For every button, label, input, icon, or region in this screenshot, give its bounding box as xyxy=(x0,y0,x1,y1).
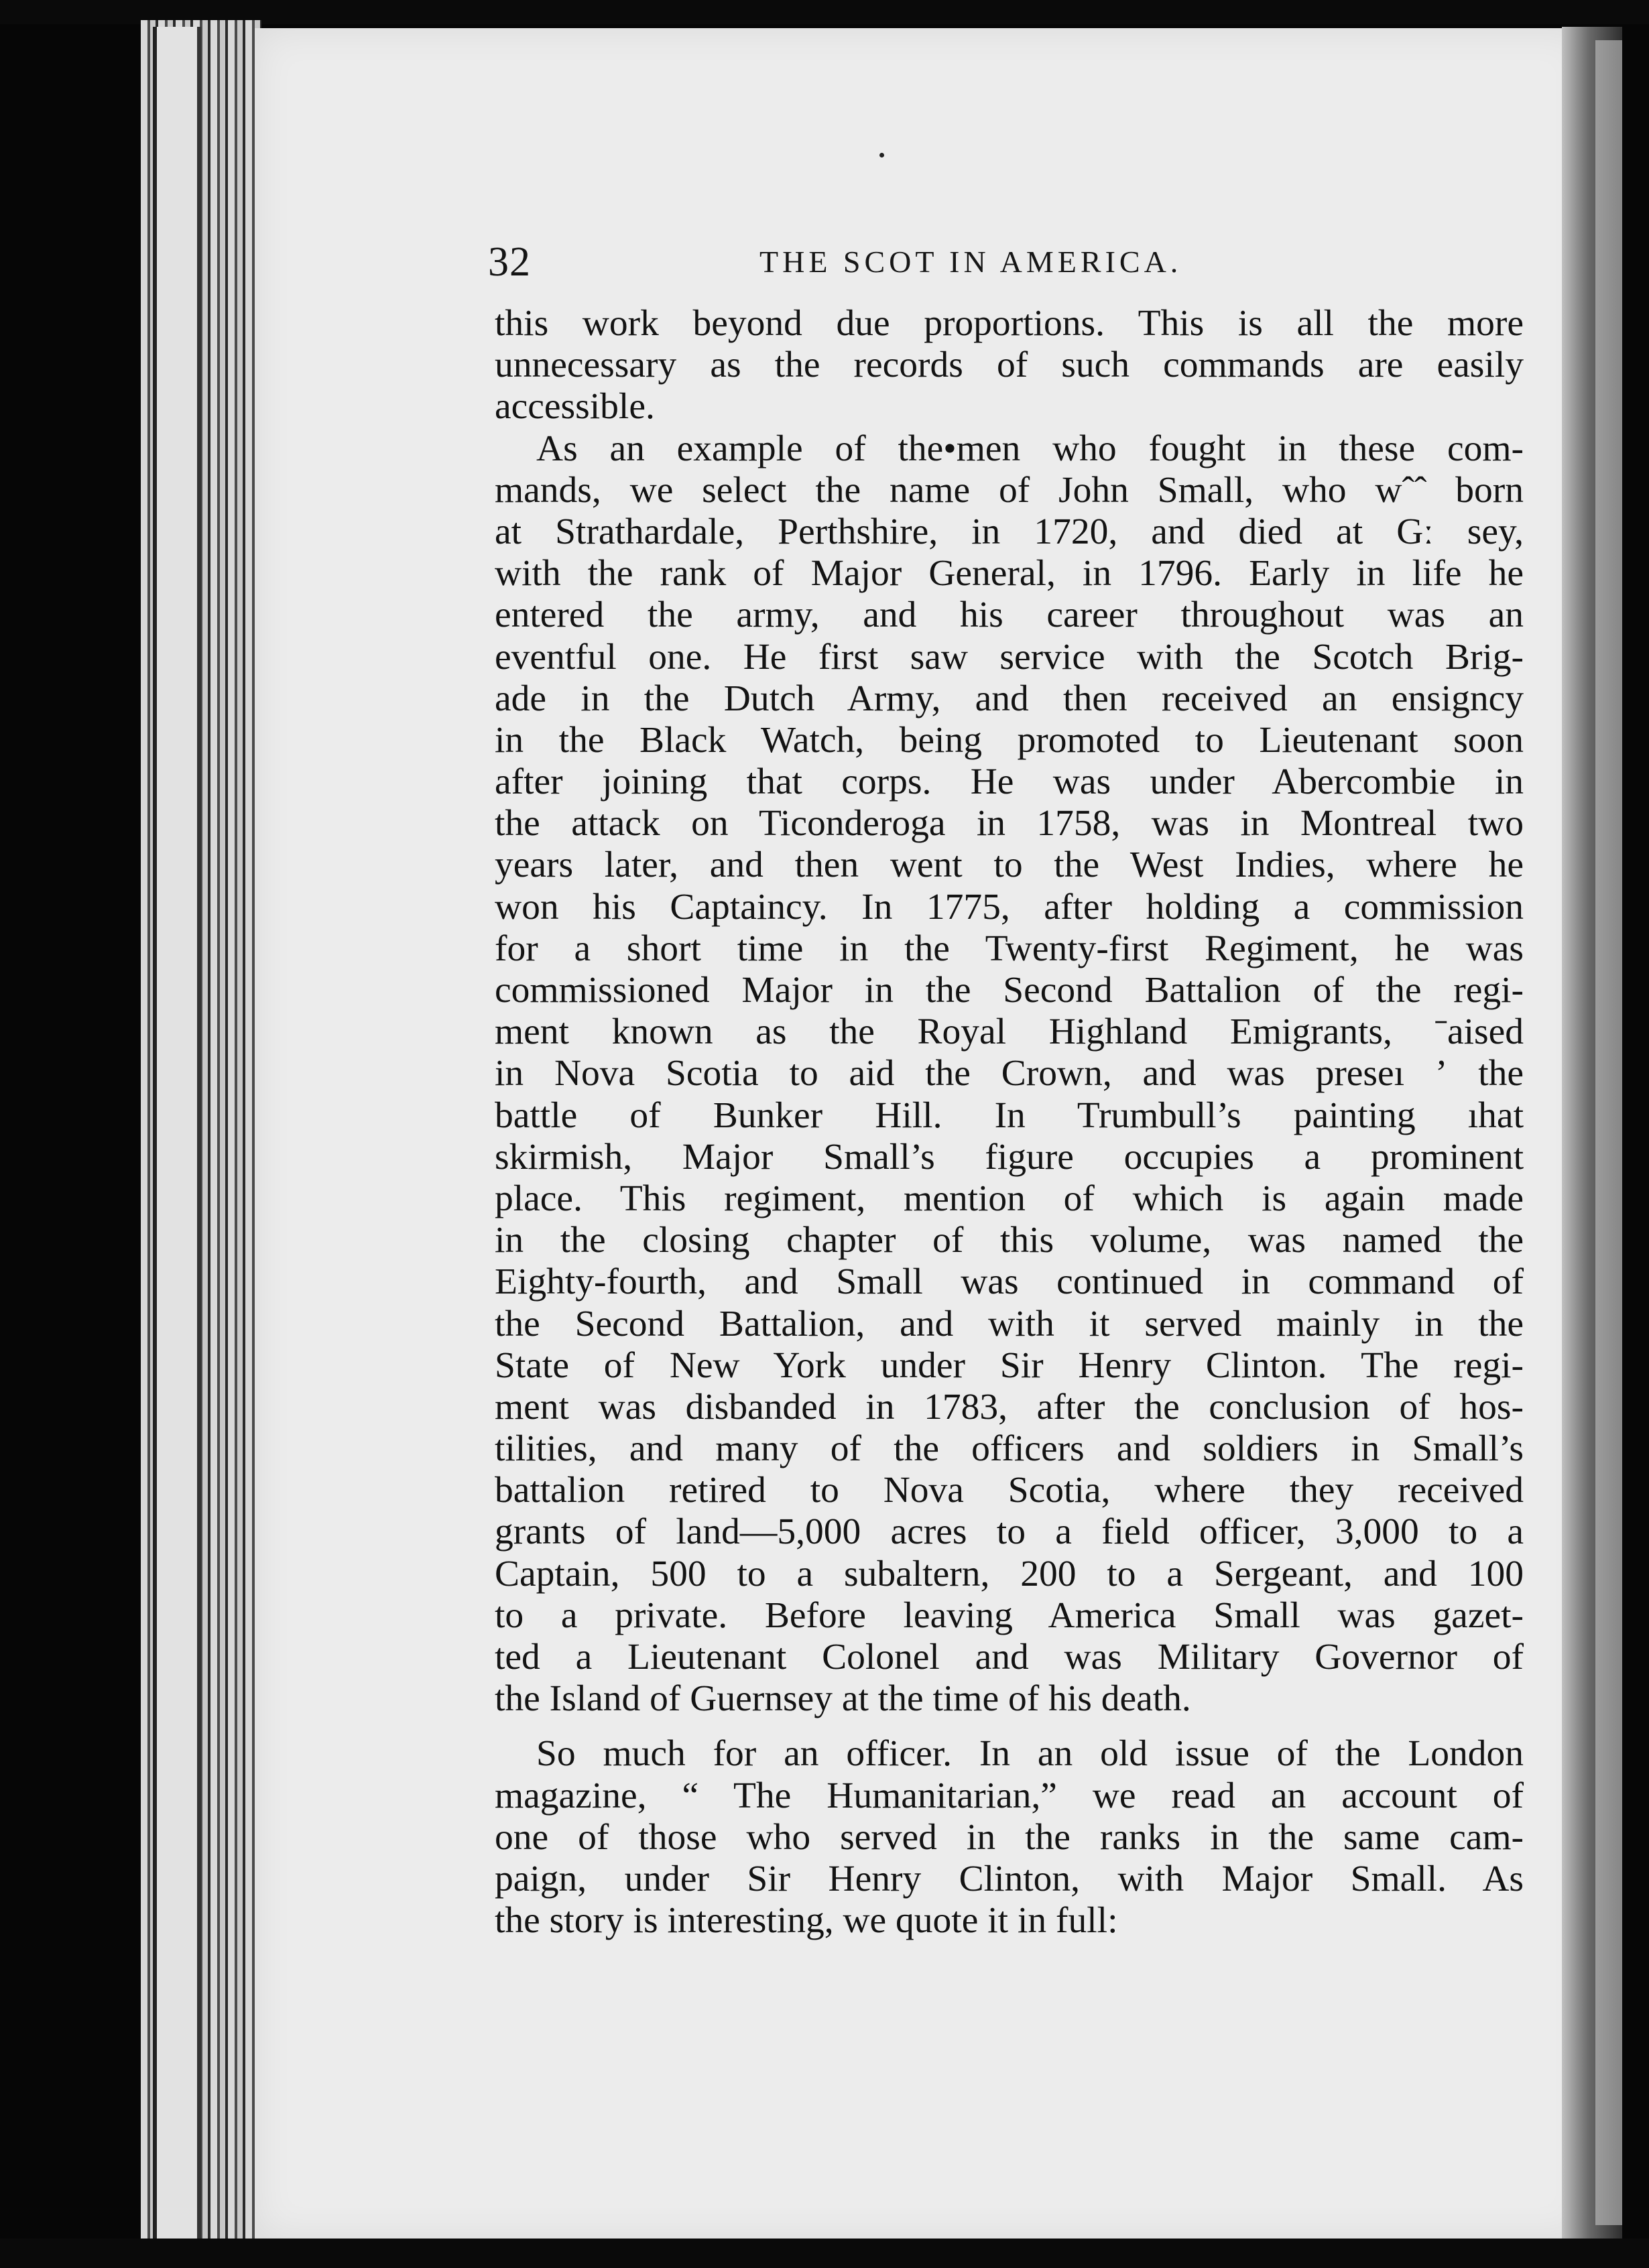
text-line: the attack on Ticonderoga in 1758, was in Montreal two xyxy=(495,803,1524,844)
text-line: place. This regiment, mention of which is again made xyxy=(495,1178,1524,1219)
text-line: ted a Lieutenant Colonel and was Military Governor of xyxy=(495,1637,1524,1678)
text-line: in the Black Watch, being promoted to Lieutenant soon xyxy=(495,719,1524,761)
text-line: accessible. xyxy=(495,386,655,428)
text-line: battalion retired to Nova Scotia, where they received xyxy=(495,1470,1524,1511)
running-head: THE SCOT IN AMERICA. xyxy=(759,245,1182,279)
text-line: eventful one. He first saw service with the Scotch Brig- xyxy=(495,636,1524,678)
binding-highlight xyxy=(1595,40,1622,2225)
text-line: commissioned Major in the Second Battalion of the regi- xyxy=(495,970,1524,1011)
text-line: paign, under Sir Henry Clinton, with Major Small. As xyxy=(495,1858,1524,1899)
text-line: mands, we select the name of John Small, who wˆˆ born xyxy=(495,469,1524,511)
text-line: magazine, “ The Humanitarian,” we read an account of xyxy=(495,1775,1524,1816)
paragraph xyxy=(495,1733,1524,1942)
text-line: with the rank of Major General, in 1796. Early in life he xyxy=(495,553,1524,594)
text-line: to a private. Before leaving America Small was gazet- xyxy=(495,1594,1524,1636)
text-line: Eighty-fourth, and Small was continued in command of xyxy=(495,1261,1524,1303)
text-line: skirmish, Major Small’s figure occupies a prominent xyxy=(495,1136,1524,1178)
scan-bottom-border xyxy=(0,2239,1649,2268)
text-line: ment known as the Royal Highland Emigrants, ˉaised xyxy=(495,1011,1524,1053)
text-line: As an example of the•men who fought in these com- xyxy=(536,428,1524,469)
page-header xyxy=(488,239,1252,286)
ink-speck xyxy=(879,153,884,158)
text-line: Captain, 500 to a subaltern, 200 to a Sergeant, and 100 xyxy=(495,1553,1524,1594)
text-line: entered the army, and his career throughout was an xyxy=(495,594,1524,636)
text-line: years later, and then went to the West Indies, where he xyxy=(495,844,1524,886)
text-line: after joining that corps. He was under Abercombie in xyxy=(495,761,1524,803)
text-line: won his Captaincy. In 1775, after holding a commission xyxy=(495,886,1524,928)
text-line: ade in the Dutch Army, and then received an ensigncy xyxy=(495,678,1524,719)
text-line: this work beyond due proportions. This is all the more xyxy=(495,303,1524,344)
body-text xyxy=(495,303,1524,1942)
page-number: 32 xyxy=(488,239,531,285)
text-line: the Second Battalion, and with it served mainly in the xyxy=(495,1303,1524,1344)
text-line: grants of land—5,000 acres to a field officer, 3,000 to a xyxy=(495,1511,1524,1553)
text-line: for a short time in the Twenty-first Regiment, he was xyxy=(495,928,1524,969)
text-line: State of New York under Sir Henry Clinton. The regi- xyxy=(495,1344,1524,1386)
text-line: at Strathardale, Perthshire, in 1720, and died at Gː sey, xyxy=(495,511,1524,552)
paragraph xyxy=(495,303,1524,428)
text-line: ment was disbanded in 1783, after the conclusion of hos- xyxy=(495,1386,1524,1428)
text-line: unnecessary as the records of such commands are easily xyxy=(495,344,1524,386)
text-line: in the closing chapter of this volume, was named the xyxy=(495,1220,1524,1261)
text-line: tilities, and many of the officers and soldiers in Small’s xyxy=(495,1428,1524,1470)
text-line: the story is interesting, we quote it in full: xyxy=(495,1900,1118,1942)
text-line: in Nova Scotia to aid the Crown, and was preseı ʼ the xyxy=(495,1053,1524,1094)
text-line: the Island of Guernsey at the time of his death. xyxy=(495,1678,1191,1720)
outer-page-edge xyxy=(153,27,201,2239)
paragraph xyxy=(495,428,1524,1720)
text-line: one of those who served in the ranks in the same cam- xyxy=(495,1816,1524,1858)
text-line: So much for an officer. In an old issue of the London xyxy=(536,1733,1524,1775)
text-line: battle of Bunker Hill. In Trumbull’s painting ıhat xyxy=(495,1094,1524,1136)
